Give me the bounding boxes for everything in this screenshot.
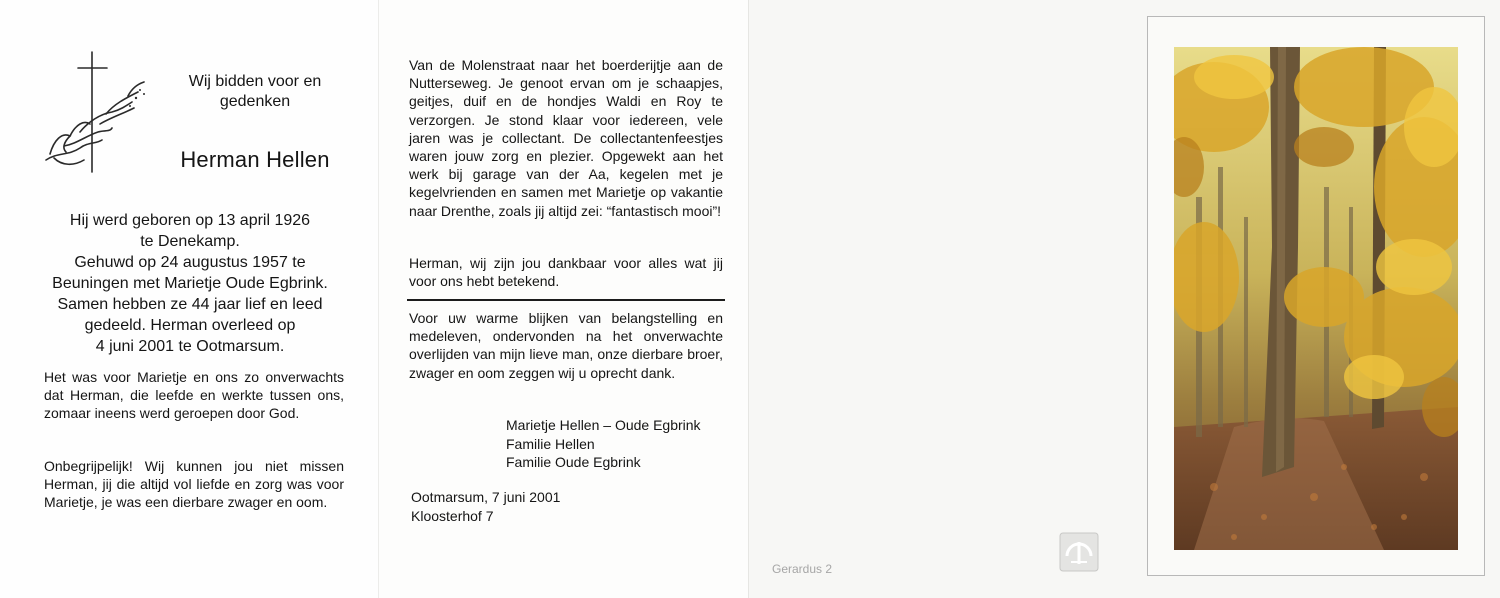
signer: Familie Hellen (506, 435, 595, 452)
prayer-line-2: gedenken (219, 93, 291, 110)
publisher-mark: Gerardus 2 (772, 562, 833, 576)
bio-line: Hij werd geboren op 13 april 1926 (69, 212, 311, 229)
place-date: Ootmarsum, 7 juni 2001 (411, 489, 561, 505)
life-story-paragraph: Van de Molenstraat naar het boerderijtje aan de Nutterseweg. Je genoot ervan om je schaapjes, geitjes, duif en de hondjes Waldi en Roy te verzorgen. Je stond klaar voor iedereen, vele jaren was je collectant. De collectantenfeestjes waren jouw zorg en plezier. Opgewekt aan het werk bij garage van der Aa, kegelen met je kegelvrienden en samen met Marietje op vakantie naar Drenthe, zoals jij altijd zei: “fantastisch mooi”! (409, 57, 723, 219)
left-panel (0, 0, 378, 598)
gratitude-paragraph: Herman, wij zijn jou dankbaar voor alles wat jij voor ons hebt betekend. (409, 255, 723, 290)
middle-panel (378, 0, 749, 598)
deceased-name: Herman Hellen (180, 147, 330, 172)
bio-line: 4 juni 2001 te Ootmarsum. (95, 338, 285, 355)
bio-line: Beuningen met Marietje Oude Egbrink. (52, 275, 328, 292)
prayer-line-1: Wij bidden voor en (188, 73, 322, 90)
divider-line (407, 299, 725, 301)
autumn-forest-photo (1174, 47, 1458, 550)
cross-with-doves-icon (40, 48, 150, 176)
signer: Familie Oude Egbrink (506, 454, 641, 470)
bio-line: te Denekamp. (140, 233, 240, 250)
thank-you-note: Voor uw warme blijken van belangstelling en medeleven, ondervonden na het onverwachte overlijden van mijn lieve man, onze dierbare broer, zwager en oom zeggen wij u oprecht dank. (409, 310, 723, 381)
place-and-address (411, 488, 560, 525)
bio-line: gedeeld. Herman overleed op (84, 317, 296, 334)
prayer-heading (160, 72, 350, 112)
bio-line: Samen hebben ze 44 jaar lief en leed (57, 296, 323, 313)
signer: Marietje Hellen – Oude Egbrink (506, 417, 701, 433)
bio-line: Gehuwd op 24 augustus 1957 te (74, 254, 306, 271)
biography (30, 210, 350, 357)
right-panel (748, 0, 1500, 598)
memorial-paragraph-1: Het was voor Marietje en ons zo onverwachts dat Herman, die leefde en werkte tussen ons, zomaar ineens werd geroepen door God. (44, 369, 344, 421)
signers-list (506, 416, 701, 472)
publisher-emblem-icon (1059, 532, 1099, 572)
address: Kloosterhof 7 (411, 507, 494, 524)
memorial-paragraph-2: Onbegrijpelijk! Wij kunnen jou niet missen Herman, jij die altijd vol liefde en zorg was voor Marietje, je was een dierbare zwager en oom. (44, 458, 344, 510)
